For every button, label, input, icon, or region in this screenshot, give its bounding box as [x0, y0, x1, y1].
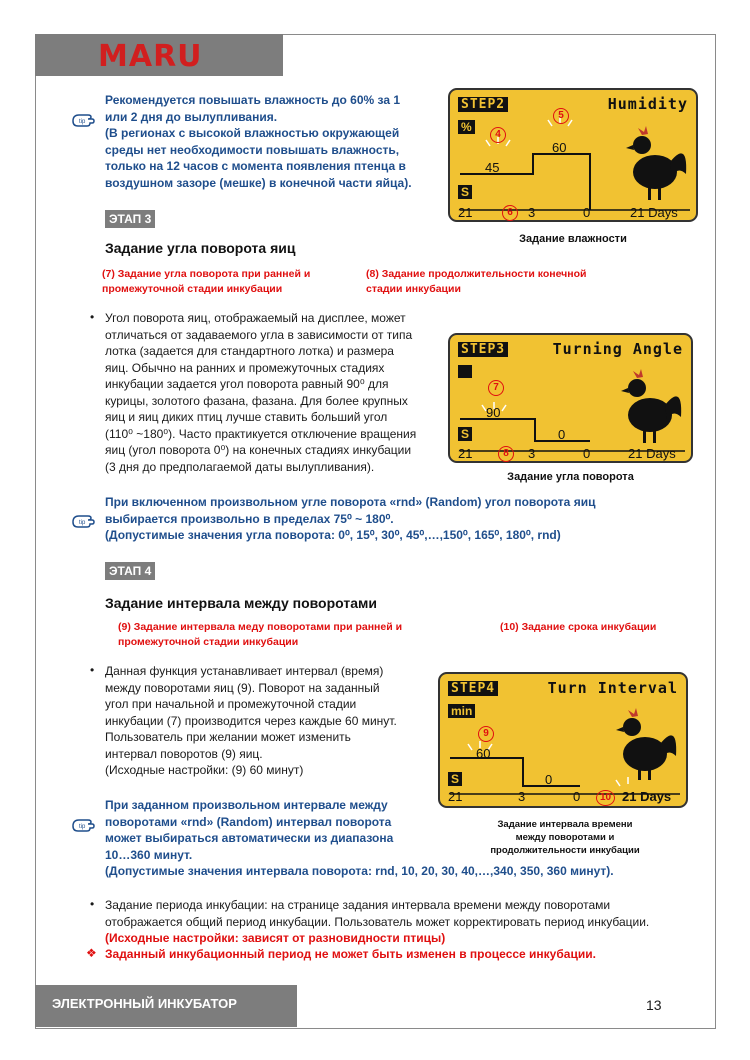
tip-random-angle: [105, 494, 705, 544]
days-total: 21 Days: [630, 205, 678, 220]
rooster-icon: [616, 708, 676, 780]
text-line: (Исходные настройки: (9) 60 минут): [105, 763, 304, 777]
footer-title: ЭЛЕКТРОННЫЙ ИНКУБАТОР: [52, 996, 237, 1011]
day-zero: 0: [573, 789, 581, 804]
caption-7: [102, 267, 310, 297]
text-line: (3 дня до предполагаемой даты вылупливания).: [105, 459, 375, 474]
text-line: (Допустимые значения угла поворота: 0⁰, 15⁰, 30⁰, 45⁰,…,150⁰, 165⁰, 180⁰, rnd): [105, 528, 561, 542]
warning-note: Заданный инкубационный период не может быть изменен в процессе инкубации.: [105, 947, 596, 961]
humidity-final-value: 60: [552, 140, 567, 155]
text-line: курицы, золотого фазана, фазана. Для более крупных: [105, 393, 408, 408]
text-line: между поворотами яиц (9). Поворот на заданный: [105, 680, 380, 695]
day-mid: 3: [528, 446, 536, 461]
text-line: яиц и яиц диких птиц лучше ставить больший угол: [105, 410, 388, 424]
rooster-icon: [626, 126, 686, 200]
hand-tip-icon: [70, 508, 96, 530]
text-line: интервал поворотов (9) яиц.: [105, 746, 263, 761]
text-line: 10…360 минут.: [105, 847, 193, 862]
s-icon: S: [458, 185, 472, 199]
stage-4-pill: ЭТАП 4: [105, 562, 155, 580]
lcd-turn-interval: [438, 672, 688, 808]
svg-text:tip: tip: [79, 824, 86, 830]
text-line: угол при начальной и промежуточной стадии: [105, 697, 357, 711]
text-line: среды нет необходимости повышать влажность,: [105, 142, 400, 157]
text-line: лотка (задается для стандартного лотка) и размера: [105, 344, 394, 358]
humidity-early-value: 45: [485, 160, 500, 175]
stage-4-body: [105, 663, 430, 779]
text-line: поворотами «rnd» (Random) интервал поворота: [105, 814, 392, 829]
default-note: (Исходные настройки: зависят от разновидности птицы): [105, 931, 446, 945]
angle-final-value: 0: [558, 427, 566, 442]
text-line: может выбираться автоматически из диапазона: [105, 831, 394, 845]
days-total: 21 Days: [622, 789, 672, 804]
text-line: Пользователь при желании может изменить: [105, 730, 351, 744]
marker-6: 6: [502, 205, 518, 221]
stage-4-heading: Задание интервала между поворотами: [105, 595, 377, 611]
text-line: промежуточной стадии инкубации: [118, 636, 299, 648]
svg-text:tip: tip: [79, 520, 86, 526]
text-line: (9) Задание интервала меду поворотами при ранней и: [118, 621, 403, 633]
stage-3-pill: ЭТАП 3: [105, 210, 155, 228]
day-zero: 0: [583, 205, 591, 220]
step-label: STEP2: [458, 97, 508, 112]
day-start: 21: [458, 205, 473, 220]
caption-humidity: Задание влажности: [519, 233, 627, 245]
step-label: STEP3: [458, 342, 508, 357]
text-line: Данная функция устанавливает интервал (время): [105, 664, 384, 678]
text-line: воздушном зазоре (мешке) в конечной части яйца).: [105, 175, 412, 190]
marker-9: 9: [478, 726, 494, 742]
rooster-icon: [621, 369, 681, 443]
interval-final-value: 0: [545, 772, 553, 787]
marker-8: 8: [498, 446, 514, 462]
bullet-dot: •: [90, 310, 95, 324]
marker-5: 5: [553, 108, 569, 124]
lcd-title: Humidity: [607, 95, 688, 113]
text-line: яиц. Обычно на ранних и промежуточных стадиях: [105, 360, 385, 375]
text-line: промежуточной стадии инкубации: [102, 283, 283, 295]
text-line: отличаться от задаваемого угла в зависимости от типа: [105, 327, 413, 342]
text-line: яиц (угол поворота 0⁰) на конечных стадиях инкубации: [105, 443, 412, 457]
percent-icon: %: [458, 120, 475, 134]
caption-10: (10) Задание срока инкубации: [500, 621, 657, 633]
tip-humidity: [105, 92, 445, 191]
lcd-title: Turn Interval: [547, 679, 678, 697]
diamond-bullet-icon: ❖: [86, 946, 97, 960]
text-line: выбирается произвольно в пределах 75⁰ ~ 180⁰.: [105, 511, 394, 526]
marker-7: 7: [488, 380, 504, 396]
text-line: или 2 дня до вылупливания.: [105, 109, 278, 124]
text-line: При включенном произвольном угле поворота «rnd» (Random) угол поворота яиц: [105, 495, 596, 509]
caption-8: [366, 267, 586, 297]
day-start: 21: [448, 789, 463, 804]
page-number: 13: [646, 997, 662, 1013]
s-icon: S: [448, 772, 462, 786]
s-icon: S: [458, 427, 472, 441]
text-line: При заданном произвольном интервале между: [105, 798, 388, 812]
tip-random-interval: [105, 797, 675, 880]
caption-turning: Задание угла поворота: [507, 471, 634, 483]
humidity-graph: [450, 90, 700, 224]
text-line: инкубации задается угол поворота равный 90⁰ для: [105, 377, 389, 391]
stage-3-body: [105, 310, 440, 475]
text-line: только на 12 часов с момента появления птенца в: [105, 159, 406, 173]
text-line: Угол поворота яиц, отображаемый на дисплее, может: [105, 311, 406, 325]
day-zero: 0: [583, 446, 591, 461]
lcd-humidity: [448, 88, 698, 222]
period-text: [105, 897, 705, 947]
marker-10: 10: [596, 790, 615, 806]
brand-logo: MARU: [98, 39, 203, 74]
text-line: инкубации (7) производится через каждые 60 минут.: [105, 713, 397, 728]
day-start: 21: [458, 446, 473, 461]
text-line: стадии инкубации: [366, 283, 461, 295]
bullet-dot: •: [90, 663, 95, 677]
text-line: Рекомендуется повышать влажность до 60% за 1: [105, 93, 401, 107]
text-line: (Допустимые значения интервала поворота: rnd, 10, 20, 30, 40,…,340, 350, 360 минут).: [105, 864, 614, 878]
marker-4: 4: [490, 127, 506, 143]
text-line: Задание периода инкубации: на странице задания интервала времени между поворотами: [105, 898, 611, 912]
hand-tip-icon: [70, 107, 96, 129]
lcd-title: Turning Angle: [552, 340, 683, 358]
text-line: (7) Задание угла поворота при ранней и: [102, 268, 311, 280]
min-icon: min: [448, 704, 475, 718]
lcd-turning-angle: [448, 333, 693, 463]
text-line: (8) Задание продолжительности конечной: [366, 268, 587, 280]
interval-value: 60: [476, 746, 491, 761]
text-line: отображается общий период инкубации. Пользователь может корректировать период инкубации.: [105, 914, 650, 929]
step-label: STEP4: [448, 681, 498, 696]
text-line: (110⁰ ~180⁰). Часто практикуется отключение вращения: [105, 426, 417, 441]
text-line: (В регионах с высокой влажностью окружающей: [105, 126, 400, 140]
caption-9: [118, 620, 402, 650]
svg-text:tip: tip: [79, 119, 86, 125]
text-line: Задание интервала времени: [497, 819, 633, 830]
day-mid: 3: [518, 789, 526, 804]
text-line: между поворотами и: [515, 832, 615, 843]
hand-tip-icon: [70, 812, 96, 834]
bullet-dot: •: [90, 897, 95, 911]
days-total: 21 Days: [628, 446, 676, 461]
day-mid: 3: [528, 205, 536, 220]
stage-3-heading: Задание угла поворота яиц: [105, 240, 296, 256]
angle-early-value: 90: [486, 405, 501, 420]
text-line: продолжительности инкубации: [490, 845, 640, 856]
